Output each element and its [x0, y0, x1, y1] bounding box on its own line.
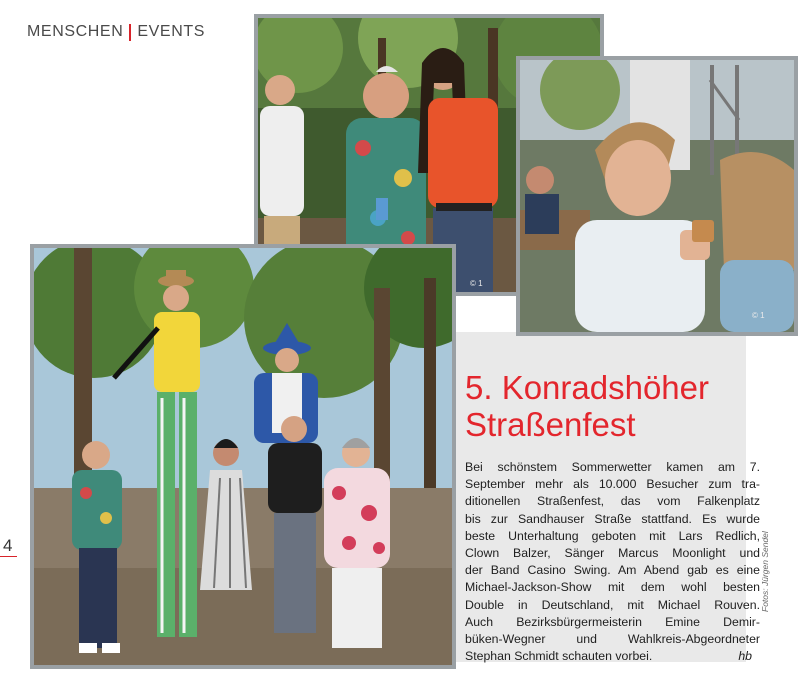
body-line: Double in Deutschland, mit Michael Rouven. — [465, 597, 760, 612]
body-line: Stephan Schmidt schauten vorbei. — [465, 649, 653, 664]
body-line: Michael-Jackson-Show mit dem wohl besten — [465, 580, 760, 595]
photo-left-stilt-walkers — [30, 244, 456, 669]
page-number-rule — [0, 556, 17, 557]
body-line: Clown Balzer, Sänger Marcus Moonlight und — [465, 546, 760, 561]
photo-top-credit-mark: © 1 — [470, 279, 483, 288]
article-body — [465, 459, 760, 665]
body-line: September mehr als 10.000 Besucher zum tra- — [465, 477, 760, 492]
section-label — [27, 23, 205, 41]
page-number: 4 — [3, 536, 13, 555]
photo-left-image — [34, 248, 452, 665]
body-line: büken-Wegner und Wahlkreis-Abgeordneter — [465, 632, 760, 647]
body-line: beste Unterhaltung geboten mit Lars Redlich, — [465, 528, 760, 543]
body-line: Auch Bezirksbürgermeisterin Emine Demir- — [465, 614, 760, 629]
body-line: ditionellen Straßenfest, das vom Falkenplatz — [465, 494, 760, 509]
section-category: MENSCHEN — [27, 23, 124, 40]
article-author: hb — [738, 649, 752, 664]
article-headline — [465, 369, 765, 443]
photo-right-credit-mark: © 1 — [752, 311, 765, 320]
photo-right-tasting — [516, 56, 798, 336]
section-subcategory: EVENTS — [137, 23, 205, 40]
body-line: bis zur Sandhauser Straße stattfand. Es wurde — [465, 511, 760, 526]
section-divider — [129, 24, 131, 41]
photo-right-image — [520, 60, 794, 332]
body-line: Bei schönstem Sommerwetter kamen am 7. — [465, 460, 760, 474]
headline-line-1: 5. Konradshöher — [465, 369, 710, 406]
headline-line-2: Straßenfest — [465, 406, 636, 443]
photo-credit: Fotos: Jürgen Sendel — [760, 531, 770, 612]
body-line: der Band Casino Swing. Am Abend gab es eine — [465, 563, 760, 578]
